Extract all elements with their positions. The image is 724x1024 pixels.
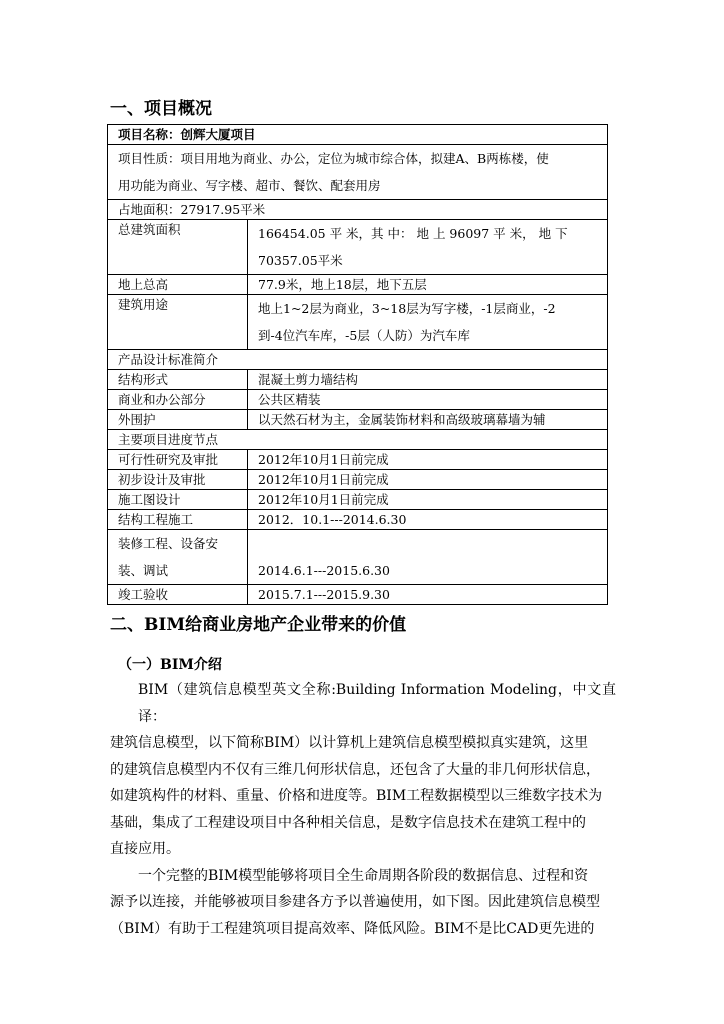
table-value-cell: 77.9米，地上18层，地下五层 xyxy=(248,275,608,295)
table-label-cell: 可行性研究及审批 xyxy=(108,450,248,470)
section-title-project-overview: 一、项目概况 xyxy=(110,99,212,119)
table-row xyxy=(108,220,608,275)
table-value-cell: 2014.6.1---2015.6.30 xyxy=(248,530,608,585)
paragraph-line: 基础，集成了工程建设项目中各种相关信息，是数字信息技术在建筑工程中的 xyxy=(110,814,586,831)
table-value-cell: 2012．10.1---2014.6.30 xyxy=(248,510,608,530)
table-row xyxy=(108,470,608,490)
value-line: 166454.05 平 米，其 中： 地 上 96097 平 米， 地 下 xyxy=(258,226,568,241)
table-label-cell: 施工图设计 xyxy=(108,490,248,510)
paragraph-line: BIM（建筑信息模型英文全称:Building Information Modeling，中文直译： xyxy=(138,682,616,725)
table-label-cell xyxy=(108,530,248,585)
table-label-cell: 总建筑面积 xyxy=(108,220,248,275)
table-row xyxy=(108,275,608,295)
table-row xyxy=(108,450,608,470)
paragraph-bim-intro xyxy=(110,677,616,942)
table-row xyxy=(108,125,608,145)
table-value-cell: 2015.7.1---2015.9.30 xyxy=(248,585,608,605)
paragraph-line: 直接应用。 xyxy=(110,841,180,857)
table-label-cell: 竣工验收 xyxy=(108,585,248,605)
section-row-schedule: 主要项目进度节点 xyxy=(108,430,608,450)
label-line: 装修工程、设备安 xyxy=(118,536,219,551)
project-nature-line: 项目性质：项目用地为商业、办公，定位为城市综合体，拟建A、B两栋楼，使 xyxy=(118,151,549,166)
table-row xyxy=(108,350,608,370)
table-row xyxy=(108,145,608,200)
project-name-cell: 项目名称：创辉大厦项目 xyxy=(108,125,608,145)
table-row xyxy=(108,430,608,450)
table-row xyxy=(108,585,608,605)
table-label-cell: 地上总高 xyxy=(108,275,248,295)
table-value-cell: 混凝土剪力墙结构 xyxy=(248,370,608,390)
table-label-cell: 结构工程施工 xyxy=(108,510,248,530)
table-row xyxy=(108,510,608,530)
paragraph-line: 的建筑信息模型内不仅有三维几何形状信息，还包含了大量的非几何形状信息， xyxy=(110,761,600,778)
table-row xyxy=(108,295,608,350)
table-value-cell: 2012年10月1日前完成 xyxy=(248,490,608,510)
table-value-cell: 以天然石材为主，金属装饰材料和高级玻璃幕墙为辅 xyxy=(248,410,608,430)
paragraph-line: 建筑信息模型，以下简称BIM）以计算机上建筑信息模型模拟真实建筑，这里 xyxy=(110,735,589,751)
value-line: 到-4位汽车库，-5层（人防）为汽车库 xyxy=(258,328,470,343)
table-value-cell: 2012年10月1日前完成 xyxy=(248,450,608,470)
label-line: 装、调试 xyxy=(118,563,169,578)
table-row xyxy=(108,200,608,220)
subsection-title-bim-intro: （一）BIM介绍 xyxy=(118,657,222,673)
table-row xyxy=(108,490,608,510)
table-value-cell: 2012年10月1日前完成 xyxy=(248,470,608,490)
table-value-cell: 公共区精装 xyxy=(248,390,608,410)
project-nature-line: 用功能为商业、写字楼、超市、餐饮、配套用房 xyxy=(118,178,381,193)
value-line: 70357.05平米 xyxy=(258,253,343,268)
table-value-cell xyxy=(248,295,608,350)
section-title-bim-value: 二、BIM给商业房地产企业带来的价值 xyxy=(110,615,407,635)
table-label-cell: 结构形式 xyxy=(108,370,248,390)
paragraph-line: （BIM）有助于工程建筑项目提高效率、降低风险。BIM不是比CAD更先进的 xyxy=(110,920,595,937)
table-label-cell: 初步设计及审批 xyxy=(108,470,248,490)
table-row xyxy=(108,370,608,390)
value-line: 地上1~2层为商业，3~18层为写字楼，-1层商业，-2 xyxy=(258,301,556,316)
section-row-design: 产品设计标准简介 xyxy=(108,350,608,370)
paragraph-line: 源予以连接，并能够被项目参建各方予以普遍使用，如下图。因此建筑信息模型 xyxy=(110,894,600,910)
project-info-table xyxy=(107,124,608,605)
table-label-cell: 商业和办公部分 xyxy=(108,390,248,410)
table-row xyxy=(108,530,608,585)
land-area-cell: 占地面积：27917.95平米 xyxy=(108,200,608,220)
table-row xyxy=(108,410,608,430)
paragraph-line: 如建筑构件的材料、重量、价格和进度等。BIM工程数据模型以三维数字技术为 xyxy=(110,788,603,804)
project-nature-cell xyxy=(108,145,608,200)
table-label-cell: 建筑用途 xyxy=(108,295,248,350)
paragraph-line: 一个完整的BIM模型能够将项目全生命周期各阶段的数据信息、过程和资 xyxy=(138,867,589,884)
table-row xyxy=(108,390,608,410)
table-value-cell xyxy=(248,220,608,275)
table-label-cell: 外围护 xyxy=(108,410,248,430)
